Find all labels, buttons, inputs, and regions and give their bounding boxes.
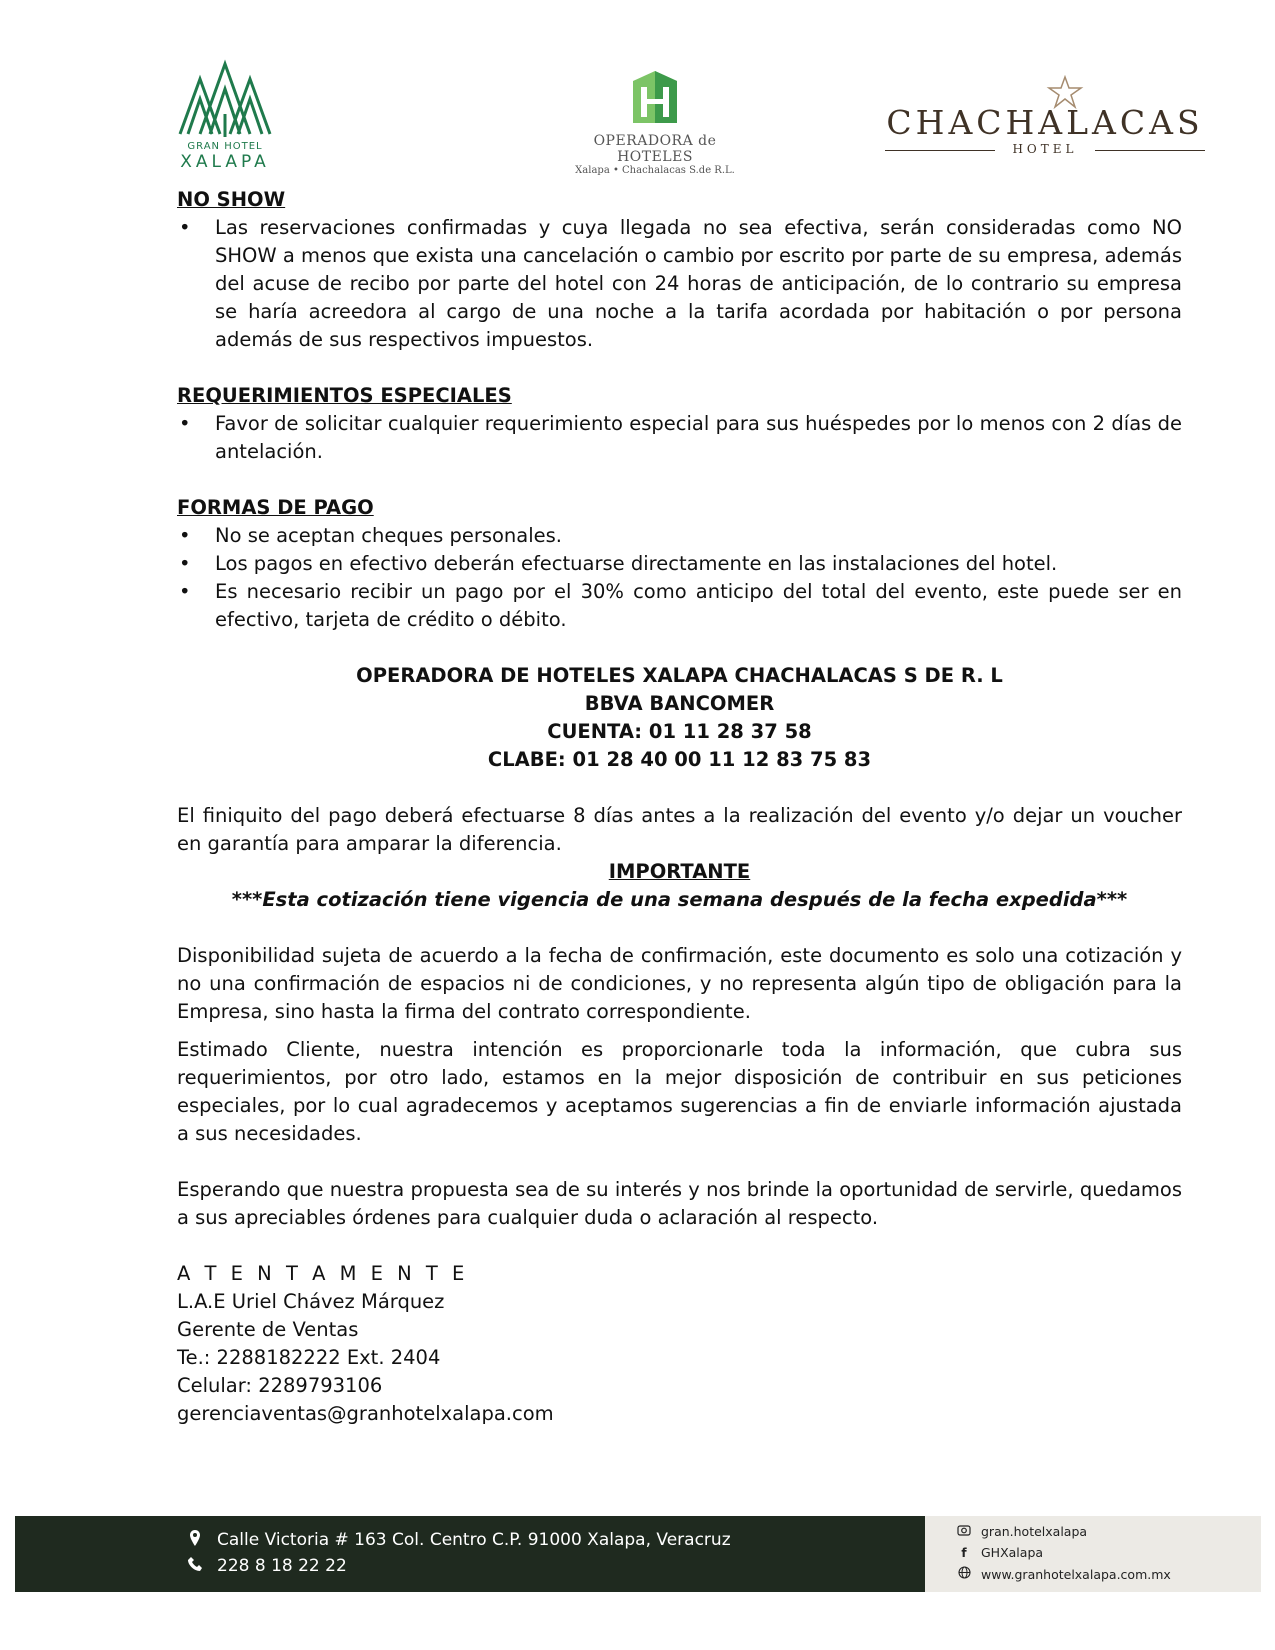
footer-phone-row: [185, 1556, 347, 1576]
footer-contact: [15, 1516, 925, 1592]
signature-mobile: Celular: 2289793106: [177, 1374, 383, 1397]
website-link[interactable]: www.granhotelxalapa.com.mx: [981, 1566, 1171, 1582]
bank-company: OPERADORA DE HOTELES XALAPA CHACHALACAS S DE R. L: [356, 664, 1003, 687]
location-pin-icon: [185, 1530, 205, 1550]
bank-account: CUENTA: 01 11 28 37 58: [547, 720, 812, 743]
instagram-row[interactable]: [955, 1524, 1087, 1539]
payment-list: [177, 522, 1182, 634]
footer-address: Calle Victoria # 163 Col. Centro C.P. 91000 Xalapa, Veracruz: [217, 1530, 731, 1550]
important-note: ***Esta cotización tiene vigencia de una semana después de la fecha expedida***: [231, 888, 1128, 911]
instagram-icon: [955, 1524, 973, 1539]
important-heading: IMPORTANTE: [608, 860, 751, 883]
chachalacas-name: CHACHALACAS: [886, 103, 1204, 142]
instagram-handle[interactable]: gran.hotelxalapa: [981, 1524, 1088, 1539]
operadora-sub: Xalapa • Chachalacas S.de R.L.: [575, 165, 735, 176]
website-row[interactable]: [955, 1566, 1171, 1582]
globe-icon: [955, 1566, 973, 1582]
signature-greeting: A T E N T A M E N T E: [177, 1262, 469, 1285]
bank-clabe: CLABE: 01 28 40 00 11 12 83 75 83: [487, 748, 872, 771]
chachalacas-sub: HOTEL: [875, 142, 1215, 156]
closing-paragraph: Esperando que nuestra propuesta sea de su interés y nos brinde la oportunidad de servirle, quedamos a sus apreciables órdenes para cualquier duda o aclaración al respecto.: [177, 1178, 1182, 1229]
phone-icon: [185, 1557, 205, 1575]
client-paragraph: Estimado Cliente, nuestra intención es proporcionarle toda la información, que cubra sus requerimientos, por otro lado, estamos en la mejor disposición de contribuir en sus peticiones especiales, por lo cual agradecemos y aceptamos sugerencias a fin de enviarle información ajustada a sus necesidades.: [177, 1038, 1182, 1145]
footer-phone: 228 8 18 22 22: [217, 1556, 347, 1576]
list-item: • Los pagos en efectivo deberán efectuarse directamente en las instalaciones del hotel.: [177, 550, 1182, 578]
special-list: [177, 410, 1182, 466]
facebook-row[interactable]: [955, 1545, 1043, 1560]
operadora-name: OPERADORA de HOTELES: [593, 133, 717, 165]
no-show-heading: NO SHOW: [177, 188, 286, 211]
bank-name: BBVA BANCOMER: [584, 692, 775, 715]
signature-phone: Te.: 2288182222 Ext. 2404: [177, 1346, 441, 1369]
logo-top-text: GRAN HOTEL: [187, 141, 263, 152]
footer-bar: [15, 1516, 1261, 1592]
signature-block: [177, 1260, 1182, 1428]
facebook-icon: f: [961, 1545, 967, 1560]
list-item: • Las reservaciones confirmadas y cuya llegada no sea efectiva, serán consideradas como NO SHOW a menos que exista una cancelación o cambio por escrito por parte de su empresa, además del acuse de recibo por parte del hotel con 24 horas de anticipación, de lo contrario su empresa se haría acreedora al cargo de una noche a la tarifa acordada por habitación o por persona además de sus respectivos impuestos.: [177, 214, 1182, 354]
signature-email[interactable]: gerenciaventas@granhotelxalapa.com: [177, 1402, 554, 1425]
chachalacas-logo: [875, 85, 1215, 185]
tree-icon: [170, 59, 280, 139]
logo-bottom-text: XALAPA: [180, 152, 270, 172]
payment-heading: FORMAS DE PAGO: [177, 496, 374, 519]
operadora-logo: [560, 67, 750, 183]
no-show-list: [177, 214, 1182, 354]
settlement-paragraph: El finiquito del pago deberá efectuarse 8 días antes a la realización del evento y/o dejar un voucher en garantía para amparar la diferencia.: [177, 804, 1182, 855]
bank-info: [177, 662, 1182, 774]
list-item: • Favor de solicitar cualquier requerimiento especial para sus huéspedes por lo menos con 2 días de antelación.: [177, 410, 1182, 466]
document-body: [177, 186, 1182, 1428]
list-item: • No se aceptan cheques personales.: [177, 522, 1182, 550]
footer-social: [925, 1516, 1261, 1592]
availability-paragraph: Disponibilidad sujeta de acuerdo a la fecha de confirmación, este documento es solo una cotización y no una confirmación de espacios ni de condiciones, y no representa algún tipo de obligación para la Empresa, sino hasta la firma del contrato correspondiente.: [177, 944, 1182, 1023]
signature-name: L.A.E Uriel Chávez Márquez: [177, 1290, 445, 1313]
footer-address-row: [185, 1530, 731, 1550]
building-icon: [625, 67, 685, 127]
signature-title: Gerente de Ventas: [177, 1318, 359, 1341]
list-item: • Es necesario recibir un pago por el 30% como anticipo del total del evento, este puede ser en efectivo, tarjeta de crédito o débito.: [177, 578, 1182, 634]
starfish-icon: [1045, 75, 1085, 109]
facebook-handle[interactable]: GHXalapa: [981, 1545, 1044, 1560]
gran-hotel-xalapa-logo: [170, 59, 280, 179]
special-heading: REQUERIMIENTOS ESPECIALES: [177, 384, 512, 407]
logo-header: [0, 55, 1275, 185]
